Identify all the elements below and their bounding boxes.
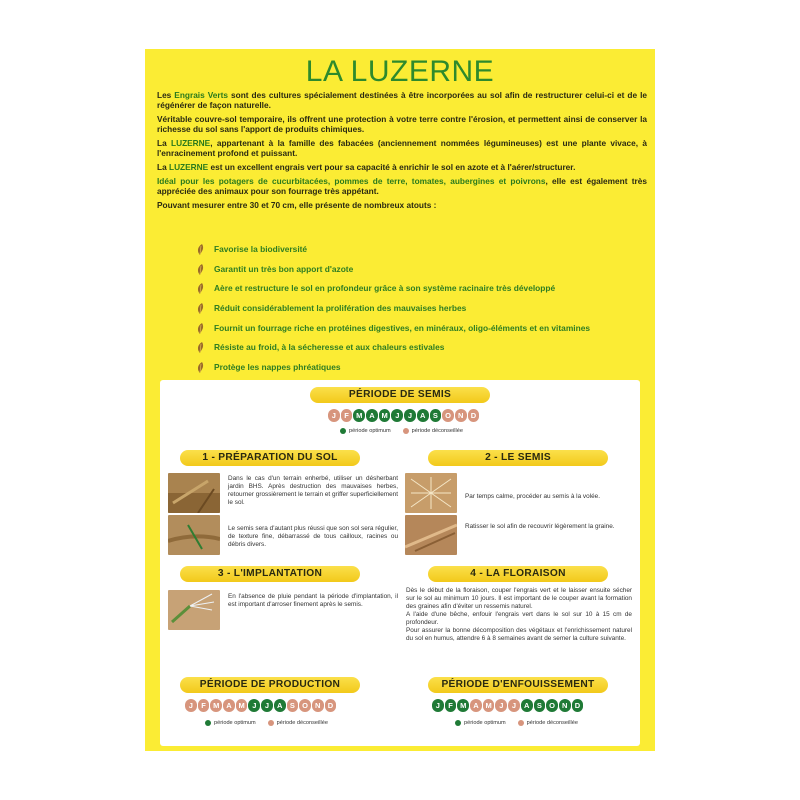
info-panel — [160, 380, 640, 746]
leaf-icon — [197, 303, 205, 314]
month-2: F — [341, 409, 353, 422]
leaf-icon — [197, 244, 205, 255]
sowing-photo — [405, 473, 457, 513]
optimum-dot — [205, 720, 211, 726]
period-enfouissement-title: PÉRIODE D'ENFOUISSEMENT — [428, 677, 608, 693]
step-2-title: 2 - LE SEMIS — [428, 450, 608, 466]
leaf-icon — [197, 323, 205, 334]
period-production-title: PÉRIODE DE PRODUCTION — [180, 677, 360, 693]
highlight-luzerne: LUZERNE — [171, 138, 211, 148]
month-4: A — [223, 699, 235, 712]
month-12: D — [572, 699, 584, 712]
deconseillee-dot — [403, 428, 409, 434]
month-4: A — [470, 699, 482, 712]
optimum-dot — [340, 428, 346, 434]
period-enfouissement-months — [432, 699, 583, 712]
month-1: J — [432, 699, 444, 712]
step-3-text: En l'absence de pluie pendant la période d'implantation, il est important d'arroser finement après le semis. — [228, 593, 398, 608]
month-9: S — [430, 409, 442, 422]
month-6: J — [391, 409, 403, 422]
month-5: M — [483, 699, 495, 712]
highlight-luzerne: LUZERNE — [169, 162, 209, 172]
month-5: M — [236, 699, 248, 712]
highlight-engrais-verts: Engrais Verts — [174, 90, 229, 100]
month-1: J — [328, 409, 340, 422]
step-1-text-a: Dans le cas d'un terrain enherbé, utiliser un désherbant jardin BHS. Après destruction des mauvaises herbes, retourner grossièrement le terrain et griffer superficiellement le sol. — [228, 475, 398, 506]
highlight-ideal: Idéal pour les potagers de cucurbitacées, pommes de terre, tomates, aubergines et poivrons — [157, 176, 546, 186]
intro-paragraph-1: Les Engrais Verts sont des cultures spécialement destinées à être incorporées au sol afin de restructurer celui-ci et de le régénérer de façon naturelle. — [157, 90, 647, 110]
poster — [145, 49, 655, 751]
soil-raking-photo — [168, 515, 220, 555]
month-11: N — [559, 699, 571, 712]
leaf-icon — [197, 264, 205, 275]
month-3: M — [353, 409, 365, 422]
leaf-icon — [197, 283, 205, 294]
month-10: O — [442, 409, 454, 422]
intro-paragraph-4: La LUZERNE est un excellent engrais vert pour sa capacité à enrichir le sol en azote et à l'aérer/structurer. — [157, 162, 576, 172]
month-10: O — [546, 699, 558, 712]
step-4-title: 4 - LA FLORAISON — [428, 566, 608, 582]
deconseillee-dot — [518, 720, 524, 726]
period-production-months — [185, 699, 336, 712]
leaf-icon — [197, 362, 205, 373]
list-item: Résiste au froid, à la sécheresse et aux chaleurs estivales — [197, 338, 627, 358]
optimum-dot — [455, 720, 461, 726]
intro-paragraph-2: Véritable couvre-sol temporaire, ils offrent une protection à votre terre contre l'érosion, et permettent ainsi de conserver la richesse du sol sans l'apport de produits chimiques. — [157, 114, 647, 134]
step-2-text-a: Par temps calme, procéder au semis à la volée. — [465, 493, 600, 500]
step-4-text-a: Dès le début de la floraison, couper l'engrais vert et le laisser ensuite sécher sur le sol au minimum 10 jours. Il est important de le couper avant la formation des graines afin d'éviter un ressemis naturel. — [406, 587, 632, 610]
page-title: LA LUZERNE — [305, 55, 495, 88]
step-1-title: 1 - PRÉPARATION DU SOL — [180, 450, 360, 466]
step-2-text-b: Ratisser le sol afin de recouvrir légèrement la graine. — [465, 523, 615, 530]
month-5: M — [379, 409, 391, 422]
period-semis-title: PÉRIODE DE SEMIS — [310, 387, 490, 403]
period-semis-legend: période optimum période déconseillée — [340, 428, 463, 434]
month-6: J — [248, 699, 260, 712]
intro-paragraph-5: Idéal pour les potagers de cucurbitacées, pommes de terre, tomates, aubergines et poivrons, elle est également très appréciée des animaux pour son fourrage très appétant. — [157, 176, 647, 196]
watering-photo — [168, 590, 220, 630]
month-8: A — [417, 409, 429, 422]
deconseillee-dot — [268, 720, 274, 726]
list-item: Réduit considérablement la prolifération des mauvaises herbes — [197, 299, 627, 319]
period-semis-months — [328, 409, 479, 422]
month-7: J — [261, 699, 273, 712]
month-10: O — [299, 699, 311, 712]
month-9: S — [534, 699, 546, 712]
step-4-text-b: A l'aide d'une bêche, enfouir l'engrais vert dans le sol sur 10 à 15 cm de profondeur. — [406, 611, 632, 626]
month-3: M — [457, 699, 469, 712]
soil-preparation-photo — [168, 473, 220, 513]
list-item: Aère et restructure le sol en profondeur grâce à son système racinaire très développé — [197, 279, 627, 299]
month-12: D — [468, 409, 480, 422]
month-11: N — [455, 409, 467, 422]
list-item: Favorise la biodiversité — [197, 240, 627, 260]
intro-paragraph-6: Pouvant mesurer entre 30 et 70 cm, elle présente de nombreux atouts : — [157, 200, 437, 210]
month-4: A — [366, 409, 378, 422]
raking-seeds-photo — [405, 515, 457, 555]
month-3: M — [210, 699, 222, 712]
month-8: A — [521, 699, 533, 712]
step-3-title: 3 - L'IMPLANTATION — [180, 566, 360, 582]
list-item: Garantit un très bon apport d'azote — [197, 260, 627, 280]
month-9: S — [287, 699, 299, 712]
benefits-list — [197, 240, 627, 377]
month-12: D — [325, 699, 337, 712]
intro-paragraph-3: La LUZERNE, appartenant à la famille des fabacées (anciennement nommées légumineuses) est une plante vivace, à l'enracinement profond et puissant. — [157, 138, 647, 158]
period-production-legend: période optimum période déconseillée — [205, 720, 328, 726]
month-7: J — [404, 409, 416, 422]
step-4-text-c: Pour assurer la bonne décomposition des végétaux et l'enrichissement naturel du sol en humus, attendre 6 à 8 semaines avant de semer la culture suivante. — [406, 627, 632, 642]
month-8: A — [274, 699, 286, 712]
list-item: Protège les nappes phréatiques — [197, 358, 627, 378]
step-4-text — [406, 587, 632, 643]
list-item: Fournit un fourrage riche en protéines digestives, en minéraux, oligo-éléments et en vitamines — [197, 318, 627, 338]
month-7: J — [508, 699, 520, 712]
month-1: J — [185, 699, 197, 712]
month-2: F — [445, 699, 457, 712]
month-2: F — [198, 699, 210, 712]
period-enfouissement-legend: période optimum période déconseillée — [455, 720, 578, 726]
leaf-icon — [197, 342, 205, 353]
intro-text — [157, 90, 647, 214]
month-11: N — [312, 699, 324, 712]
month-6: J — [495, 699, 507, 712]
step-1-text-b: Le semis sera d'autant plus réussi que son sol sera régulier, de texture fine, débarrassé de tous cailloux, racines ou débris divers. — [228, 525, 398, 548]
